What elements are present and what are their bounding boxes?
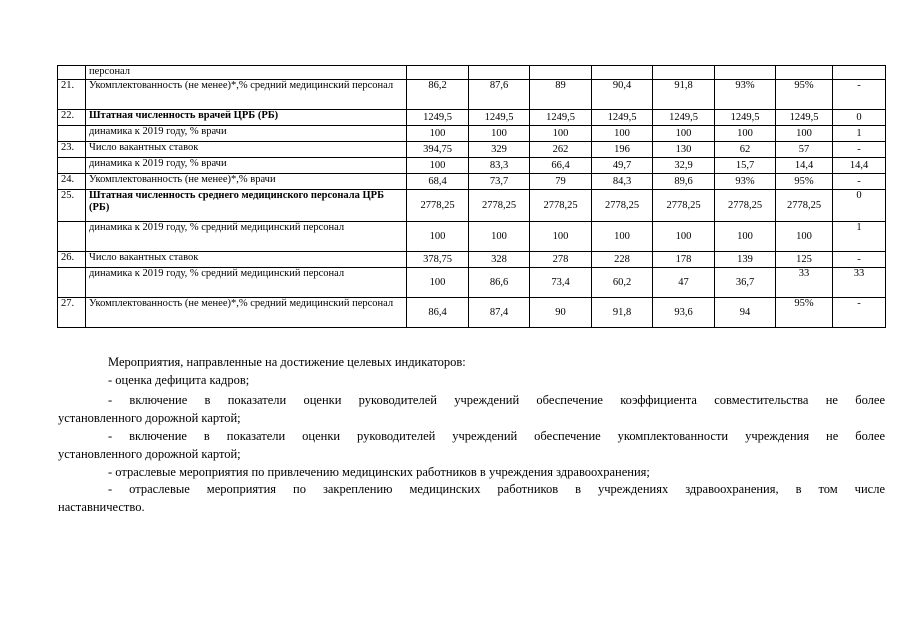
value-cell: 100	[407, 126, 469, 142]
value-cell: 14,4	[833, 158, 886, 174]
value-cell: 14,4	[776, 158, 833, 174]
value-cell: 2778,25	[653, 190, 715, 222]
table-row	[58, 252, 886, 268]
value-cell: 62	[715, 142, 776, 158]
indicator-name-cell: Штатная численность врачей ЦРБ (РБ)	[86, 110, 407, 126]
value-cell: 100	[715, 126, 776, 142]
value-cell: -	[833, 298, 886, 328]
measure-item-2-line-2: установленного дорожной картой;	[58, 411, 241, 425]
value-cell: 1249,5	[715, 110, 776, 126]
measure-item-4: - отраслевые мероприятия по привлечению медицинских работников в учреждения здравоохранения;	[108, 465, 650, 479]
value-cell: 33	[776, 268, 833, 298]
row-number-cell	[58, 158, 86, 174]
value-cell	[833, 66, 886, 80]
value-cell: 79	[530, 174, 592, 190]
value-cell: 100	[469, 126, 530, 142]
value-cell: 378,75	[407, 252, 469, 268]
value-cell: 329	[469, 142, 530, 158]
value-cell: 89,6	[653, 174, 715, 190]
indicators-table	[57, 65, 886, 328]
value-cell: 91,8	[653, 80, 715, 110]
value-cell	[653, 66, 715, 80]
value-cell: 47	[653, 268, 715, 298]
value-cell: 93%	[715, 80, 776, 110]
value-cell: 49,7	[592, 158, 653, 174]
value-cell: 196	[592, 142, 653, 158]
value-cell: 95%	[776, 80, 833, 110]
indicator-name-cell: динамика к 2019 году, % врачи	[86, 158, 407, 174]
value-cell: 87,6	[469, 80, 530, 110]
value-cell: 100	[653, 222, 715, 252]
table-row	[58, 190, 886, 222]
value-cell: 139	[715, 252, 776, 268]
value-cell: 100	[776, 222, 833, 252]
value-cell: 36,7	[715, 268, 776, 298]
value-cell: 95%	[776, 298, 833, 328]
value-cell	[530, 66, 592, 80]
value-cell: 100	[653, 126, 715, 142]
measures-intro: Мероприятия, направленные на достижение целевых индикаторов:	[108, 355, 466, 369]
value-cell: 100	[776, 126, 833, 142]
indicator-name-cell: Укомплектованность (не менее)*,% средний медицинский персонал	[86, 298, 407, 328]
value-cell: 86,4	[407, 298, 469, 328]
row-number-cell: 21.	[58, 80, 86, 110]
value-cell: 2778,25	[776, 190, 833, 222]
measure-item-1: - оценка дефицита кадров;	[108, 373, 250, 387]
value-cell: 130	[653, 142, 715, 158]
value-cell: 83,3	[469, 158, 530, 174]
row-number-cell: 24.	[58, 174, 86, 190]
value-cell: 0	[833, 190, 886, 222]
value-cell	[469, 66, 530, 80]
value-cell: 93%	[715, 174, 776, 190]
value-cell: 178	[653, 252, 715, 268]
value-cell: 2778,25	[592, 190, 653, 222]
measure-item-3-line-1: - включение в показатели оценки руководителей учреждений обеспечение укомплектованности учреждения не более	[108, 429, 885, 443]
indicator-name-cell: Укомплектованность (не менее)*,% врачи	[86, 174, 407, 190]
value-cell: 2778,25	[469, 190, 530, 222]
indicator-name-cell: Укомплектованность (не менее)*,% средний медицинский персонал	[86, 80, 407, 110]
value-cell: 2778,25	[530, 190, 592, 222]
value-cell: 100	[530, 126, 592, 142]
value-cell: 60,2	[592, 268, 653, 298]
value-cell: 1249,5	[407, 110, 469, 126]
value-cell: 328	[469, 252, 530, 268]
value-cell: 33	[833, 268, 886, 298]
value-cell: -	[833, 252, 886, 268]
value-cell: 100	[592, 222, 653, 252]
value-cell: 1249,5	[592, 110, 653, 126]
value-cell: 84,3	[592, 174, 653, 190]
value-cell: -	[833, 174, 886, 190]
value-cell: 87,4	[469, 298, 530, 328]
indicator-name-cell: Число вакантных ставок	[86, 252, 407, 268]
value-cell: 1	[833, 126, 886, 142]
value-cell: 100	[715, 222, 776, 252]
value-cell: -	[833, 80, 886, 110]
value-cell: 2778,25	[715, 190, 776, 222]
row-number-cell	[58, 66, 86, 80]
value-cell: 262	[530, 142, 592, 158]
value-cell: 73,4	[530, 268, 592, 298]
value-cell: 1249,5	[653, 110, 715, 126]
row-number-cell: 26.	[58, 252, 86, 268]
value-cell: 100	[530, 222, 592, 252]
value-cell: 1249,5	[530, 110, 592, 126]
measure-item-5-line-2: наставничество.	[58, 500, 145, 514]
measure-item-2-line-1: - включение в показатели оценки руководителей учреждений обеспечение коэффициента совместительства не более	[108, 393, 885, 407]
table-row	[58, 222, 886, 252]
table-row	[58, 298, 886, 328]
value-cell: 100	[469, 222, 530, 252]
value-cell: 95%	[776, 174, 833, 190]
table-row	[58, 66, 886, 80]
measure-item-5-line-1: - отраслевые мероприятия по закреплению медицинских работников в учреждениях здравоохранения, в том числе	[108, 482, 885, 496]
table-row	[58, 126, 886, 142]
table-row	[58, 142, 886, 158]
value-cell	[776, 66, 833, 80]
table-row	[58, 80, 886, 110]
row-number-cell: 23.	[58, 142, 86, 158]
value-cell: 1249,5	[776, 110, 833, 126]
row-number-cell	[58, 126, 86, 142]
value-cell: 1	[833, 222, 886, 252]
row-number-cell: 22.	[58, 110, 86, 126]
value-cell: 228	[592, 252, 653, 268]
table-row	[58, 268, 886, 298]
value-cell	[715, 66, 776, 80]
value-cell: 86,2	[407, 80, 469, 110]
value-cell: 32,9	[653, 158, 715, 174]
indicator-name-cell: динамика к 2019 году, % средний медицинский персонал	[86, 222, 407, 252]
value-cell: 90,4	[592, 80, 653, 110]
value-cell	[407, 66, 469, 80]
value-cell: 89	[530, 80, 592, 110]
value-cell: 100	[592, 126, 653, 142]
row-number-cell	[58, 268, 86, 298]
row-number-cell	[58, 222, 86, 252]
measure-item-3-line-2: установленного дорожной картой;	[58, 447, 241, 461]
value-cell: 57	[776, 142, 833, 158]
value-cell: 278	[530, 252, 592, 268]
row-number-cell: 25.	[58, 190, 86, 222]
table-body	[58, 66, 886, 328]
value-cell: 73,7	[469, 174, 530, 190]
value-cell: 394,75	[407, 142, 469, 158]
value-cell: 15,7	[715, 158, 776, 174]
value-cell: 68,4	[407, 174, 469, 190]
value-cell: 94	[715, 298, 776, 328]
value-cell: 0	[833, 110, 886, 126]
value-cell: 90	[530, 298, 592, 328]
value-cell: 66,4	[530, 158, 592, 174]
row-number-cell: 27.	[58, 298, 86, 328]
value-cell	[592, 66, 653, 80]
table-row	[58, 158, 886, 174]
value-cell: 91,8	[592, 298, 653, 328]
indicator-name-cell: Число вакантных ставок	[86, 142, 407, 158]
indicator-name-cell: персонал	[86, 66, 407, 80]
table-row	[58, 174, 886, 190]
indicator-name-cell: динамика к 2019 году, % врачи	[86, 126, 407, 142]
table-row	[58, 110, 886, 126]
value-cell: 125	[776, 252, 833, 268]
indicator-name-cell: Штатная численность среднего медицинского персонала ЦРБ (РБ)	[86, 190, 407, 222]
value-cell: 93,6	[653, 298, 715, 328]
value-cell: 100	[407, 158, 469, 174]
value-cell: -	[833, 142, 886, 158]
value-cell: 1249,5	[469, 110, 530, 126]
value-cell: 2778,25	[407, 190, 469, 222]
value-cell: 100	[407, 268, 469, 298]
value-cell: 100	[407, 222, 469, 252]
indicator-name-cell: динамика к 2019 году, % средний медицинский персонал	[86, 268, 407, 298]
value-cell: 86,6	[469, 268, 530, 298]
